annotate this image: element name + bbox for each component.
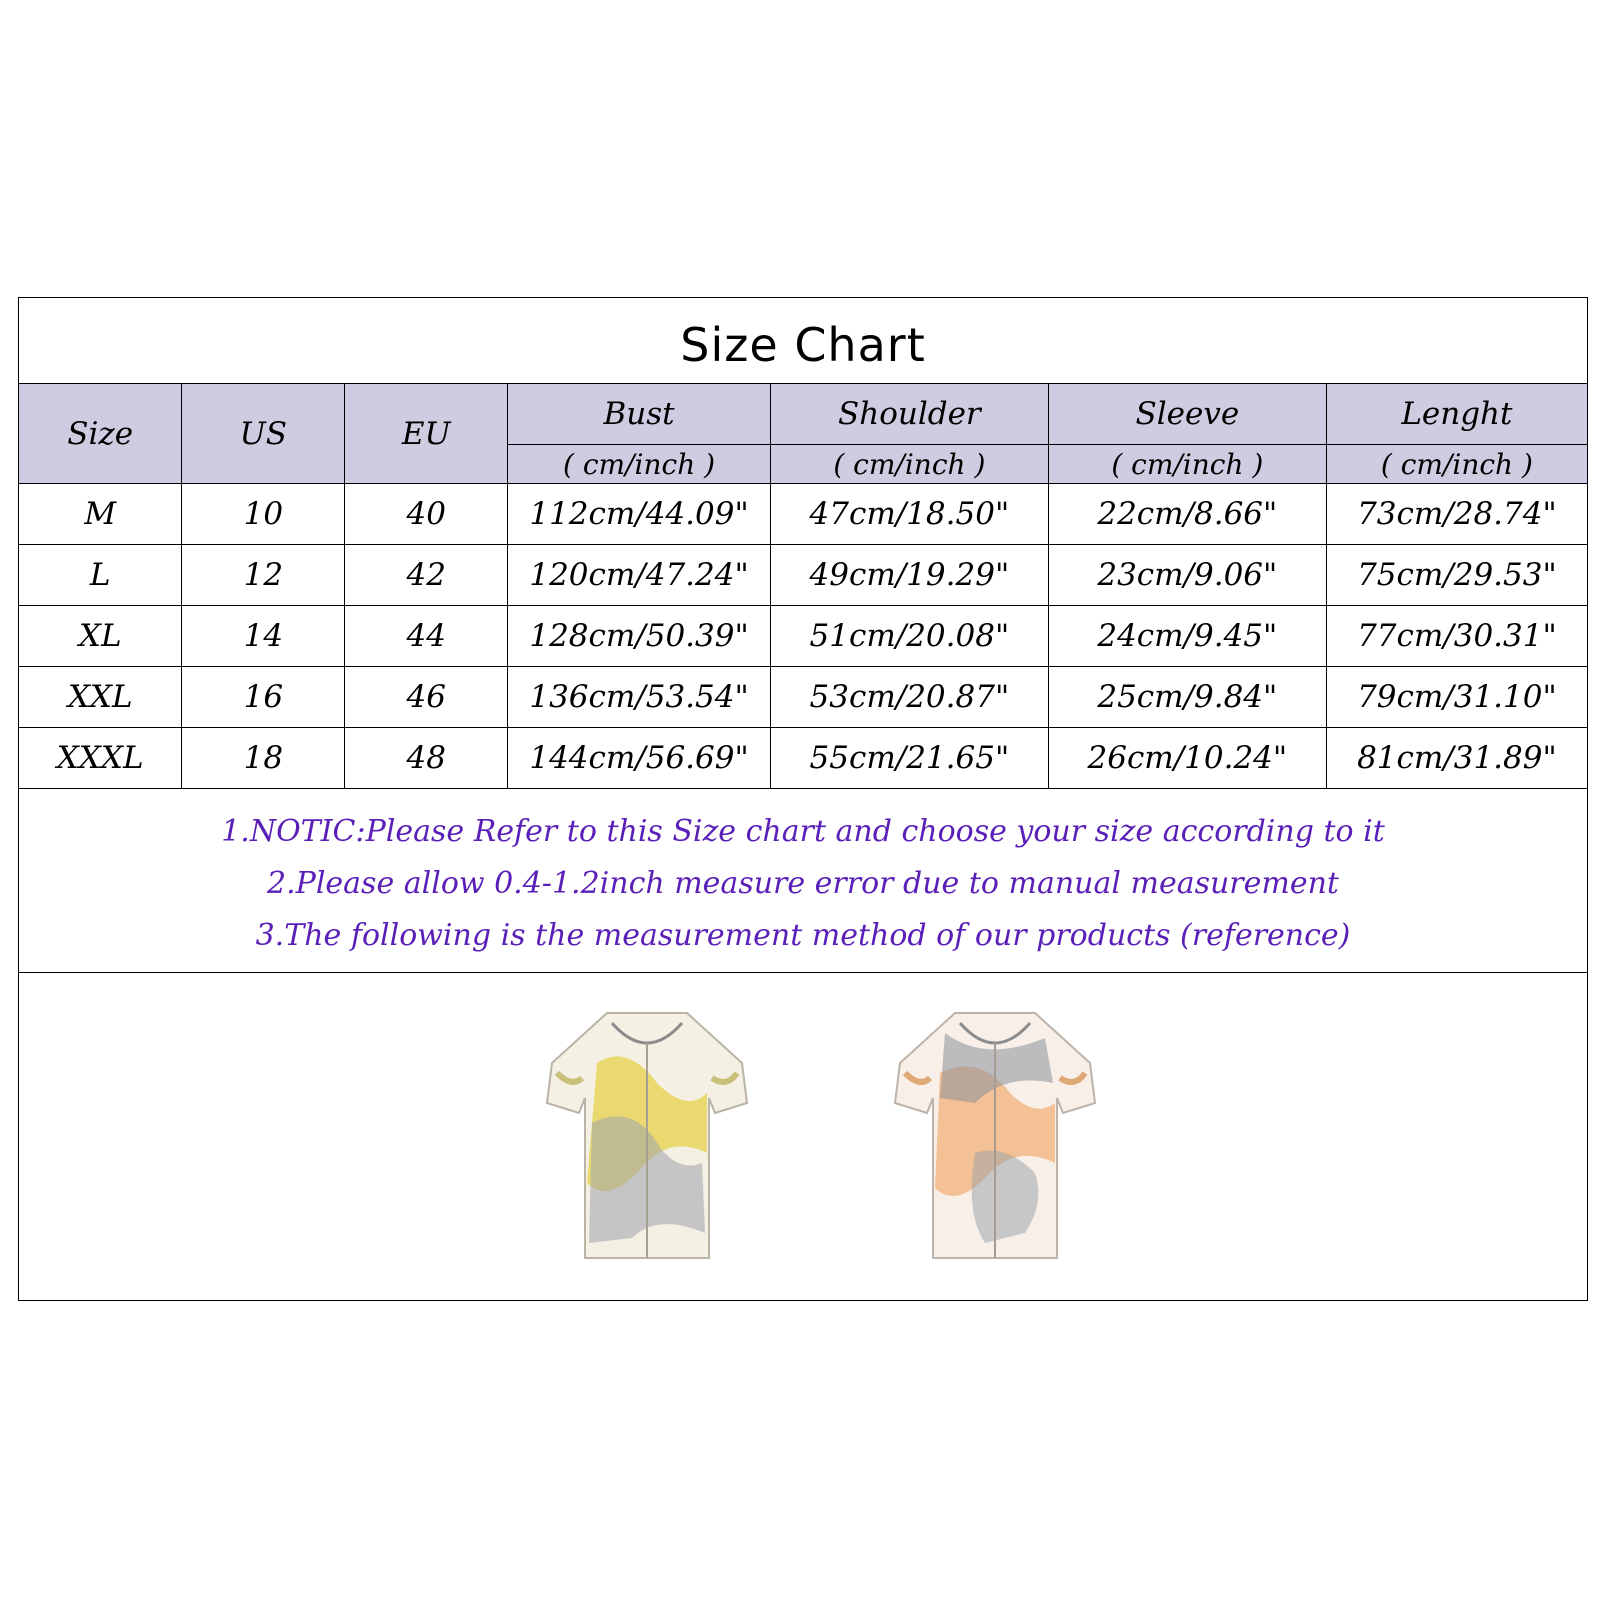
note-2: 2.Please allow 0.4-1.2inch measure error due to manual measurement [267, 865, 1339, 901]
header-us: US [182, 384, 345, 484]
table-row [19, 484, 1587, 545]
cell-eu: 46 [345, 667, 508, 728]
cell-sleeve: 24cm/9.45" [1048, 606, 1326, 667]
note-1: 1.NOTIC:Please Refer to this Size chart and choose your size according to it [221, 813, 1385, 849]
cell-eu: 40 [345, 484, 508, 545]
cell-us: 12 [182, 545, 345, 606]
header-sleeve: Sleeve [1048, 384, 1326, 445]
cell-sleeve: 22cm/8.66" [1048, 484, 1326, 545]
table-row [19, 606, 1587, 667]
product-photos [19, 973, 1587, 1300]
size-table [19, 384, 1587, 789]
unit-label: ( cm/inch ) [1048, 445, 1326, 484]
cell-size: XXL [19, 667, 182, 728]
unit-label: ( cm/inch ) [508, 445, 771, 484]
cell-length: 75cm/29.53" [1326, 545, 1587, 606]
cell-shoulder: 49cm/19.29" [770, 545, 1048, 606]
cell-bust: 120cm/47.24" [508, 545, 771, 606]
cell-us: 10 [182, 484, 345, 545]
unit-label: ( cm/inch ) [770, 445, 1048, 484]
cell-size: L [19, 545, 182, 606]
cell-sleeve: 23cm/9.06" [1048, 545, 1326, 606]
header-shoulder: Shoulder [770, 384, 1048, 445]
cell-us: 16 [182, 667, 345, 728]
cell-eu: 48 [345, 728, 508, 789]
cell-shoulder: 55cm/21.65" [770, 728, 1048, 789]
header-bust: Bust [508, 384, 771, 445]
cell-length: 81cm/31.89" [1326, 728, 1587, 789]
cell-bust: 112cm/44.09" [508, 484, 771, 545]
cell-length: 77cm/30.31" [1326, 606, 1587, 667]
cell-size: M [19, 484, 182, 545]
cell-eu: 44 [345, 606, 508, 667]
header-eu: EU [345, 384, 508, 484]
cell-size: XXXL [19, 728, 182, 789]
orange-tie-dye-shirt-icon [885, 1003, 1105, 1273]
cell-shoulder: 47cm/18.50" [770, 484, 1048, 545]
yellow-tie-dye-shirt-icon [537, 1003, 757, 1273]
cell-sleeve: 25cm/9.84" [1048, 667, 1326, 728]
unit-label: ( cm/inch ) [1326, 445, 1587, 484]
table-row [19, 667, 1587, 728]
table-row [19, 728, 1587, 789]
note-3: 3.The following is the measurement method of our products (reference) [255, 917, 1351, 953]
table-row [19, 545, 1587, 606]
notes-section [19, 795, 1587, 973]
page-title: Size Chart [19, 298, 1587, 384]
cell-length: 79cm/31.10" [1326, 667, 1587, 728]
cell-bust: 128cm/50.39" [508, 606, 771, 667]
cell-bust: 136cm/53.54" [508, 667, 771, 728]
cell-us: 14 [182, 606, 345, 667]
header-size: Size [19, 384, 182, 484]
cell-shoulder: 51cm/20.08" [770, 606, 1048, 667]
header-length: Lenght [1326, 384, 1587, 445]
size-chart-sheet [18, 297, 1588, 1301]
cell-eu: 42 [345, 545, 508, 606]
cell-length: 73cm/28.74" [1326, 484, 1587, 545]
cell-sleeve: 26cm/10.24" [1048, 728, 1326, 789]
cell-size: XL [19, 606, 182, 667]
cell-shoulder: 53cm/20.87" [770, 667, 1048, 728]
cell-us: 18 [182, 728, 345, 789]
cell-bust: 144cm/56.69" [508, 728, 771, 789]
